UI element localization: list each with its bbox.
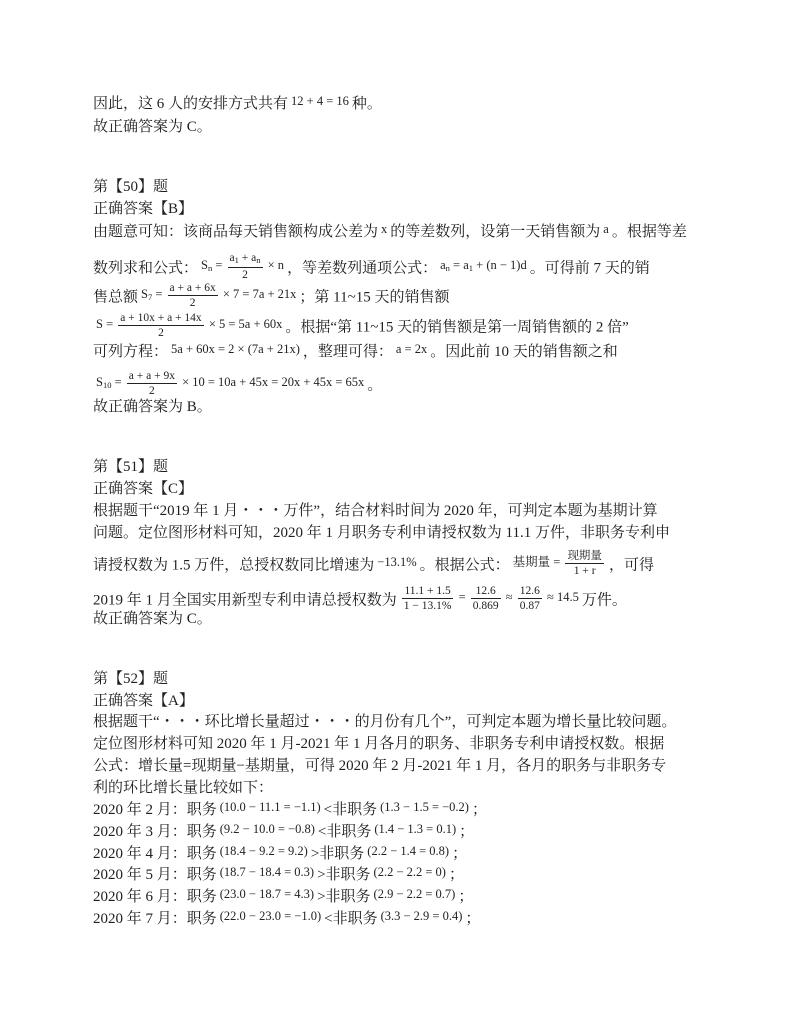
formula	[396, 342, 427, 356]
question-number: 第【52】题	[93, 671, 169, 687]
math-text: 2	[158, 327, 164, 339]
math-text: (18.7 − 18.4 = 0.3)	[219, 865, 315, 879]
text-run: ；	[448, 867, 464, 883]
formula	[220, 865, 314, 879]
math-text: 1 − 13.1%	[403, 600, 452, 612]
math-text: 11.1 + 1.5	[404, 585, 451, 597]
math-text: 5a + 60x = 2 × (7a + 21x)	[171, 342, 300, 356]
text-run: 。可得前 7 天的销	[529, 260, 650, 277]
explanation-line	[93, 821, 474, 843]
explanation-line	[93, 799, 487, 821]
fraction-denominator	[518, 599, 542, 612]
text-run: 因此，这 6 人的安排方式共有	[93, 96, 289, 112]
text-run: >非职务	[317, 867, 371, 883]
math-text: 1 + r	[573, 565, 596, 577]
math-text: 现期量	[567, 550, 602, 562]
math-text: S =	[96, 317, 117, 332]
text-run: 的等差数列，设第一天销售额为	[390, 224, 601, 240]
math-text: (2.2 − 1.4 = 0.8)	[367, 844, 450, 858]
text-run: 2020 年 2 月：职务	[93, 802, 217, 818]
text-run: ；第 11~15 天的销售额	[299, 289, 450, 306]
math-text: 2	[148, 385, 155, 397]
formula	[201, 252, 285, 281]
math-text: × 7 = 7a + 21x	[219, 287, 297, 302]
formula	[171, 342, 300, 356]
math-text: =	[455, 590, 469, 605]
text-run: >非职务	[317, 889, 371, 905]
subscript: 7	[147, 292, 153, 303]
math-text: 基期量 =	[512, 555, 564, 570]
text-run: ；	[459, 824, 475, 840]
explanation-line	[93, 252, 650, 281]
explanation-line	[93, 550, 654, 577]
explanation-line	[93, 777, 273, 799]
explanation-line	[93, 282, 450, 309]
math-text: 12.6	[519, 585, 540, 597]
formula	[381, 909, 463, 923]
fraction-numerator	[127, 370, 177, 384]
math-text: (23.0 − 18.7 = 4.3)	[219, 887, 315, 901]
formula	[440, 258, 527, 272]
correct-answer: 正确答案【C】	[93, 481, 194, 497]
fraction	[518, 585, 542, 612]
explanation-line	[93, 711, 676, 733]
subscript: 10	[102, 380, 112, 391]
math-text: 2	[189, 297, 196, 309]
explanation-line	[93, 312, 629, 339]
text-run: 可列方程：	[93, 344, 169, 360]
fraction	[565, 550, 604, 577]
math-text: + (n − 1)d	[473, 258, 527, 273]
text-run: ，等差数列通项公式：	[287, 260, 438, 277]
text-run: ；	[452, 846, 468, 862]
text-run: 问题。定位图形材料可知，2020 年 1 月职务专利申请授权数为 11.1 万件，非职务专利申	[93, 525, 670, 541]
math-text: =	[152, 287, 166, 302]
formula	[400, 585, 579, 612]
math-text: 0.87	[519, 600, 540, 612]
symbol-base: S	[96, 375, 103, 390]
math-symbol	[440, 258, 450, 272]
math-text: a + a + 6x	[169, 282, 216, 294]
text-run: 2020 年 4 月：职务	[93, 846, 217, 862]
text-run: ；	[458, 889, 474, 905]
text-run: 2020 年 6 月：职务	[93, 889, 217, 905]
explanation-line	[93, 370, 383, 397]
formula	[380, 800, 469, 814]
fraction	[168, 282, 218, 309]
math-text: × n	[264, 258, 285, 273]
math-symbol	[230, 252, 239, 264]
math-text: x	[381, 222, 388, 236]
math-text: 12.6	[475, 585, 496, 597]
math-text: 2	[242, 269, 248, 281]
text-run: 2020 年 7 月：职务	[93, 911, 217, 927]
text-run: 故正确答案为 C。	[93, 611, 212, 627]
math-text: =	[212, 258, 226, 273]
symbol-base: a	[229, 252, 235, 264]
explanation-line	[93, 396, 212, 418]
math-symbol	[251, 252, 260, 264]
formula	[220, 909, 321, 923]
fraction	[118, 312, 203, 339]
explanation-line	[93, 608, 212, 630]
text-run: 定位图形材料可知 2020 年 1 月-2021 年 1 月各月的职务、非职务专利申请授权数。根据	[93, 736, 665, 752]
math-text: × 5 = 5a + 60x	[205, 317, 283, 332]
fraction-numerator	[471, 585, 501, 599]
math-text: =	[449, 258, 464, 273]
subscript: 1	[468, 263, 474, 274]
math-text: ≈	[502, 590, 516, 605]
math-text: × 10 = 10a + 45x = 20x + 45x = 65x	[178, 375, 365, 390]
explanation-line	[93, 522, 670, 544]
fraction-numerator	[565, 550, 604, 564]
math-text: (1.4 − 1.3 = 0.1)	[374, 822, 457, 836]
fraction-denominator	[565, 564, 604, 577]
text-run: 利的环比增长量比较如下：	[93, 780, 274, 796]
math-text: ≈ 14.5	[543, 590, 579, 605]
text-run: 万件。	[581, 592, 627, 609]
subscript: 1	[234, 255, 239, 265]
fraction	[228, 252, 263, 281]
text-run: 。根据等差	[611, 224, 687, 240]
math-text: (18.4 − 9.2 = 9.2)	[219, 844, 308, 858]
fraction	[402, 585, 454, 612]
text-run: <非职务	[324, 911, 378, 927]
text-run: 2020 年 3 月：职务	[93, 824, 217, 840]
symbol-base: S	[141, 287, 148, 302]
text-run: 数列求和公式：	[93, 260, 199, 277]
formula	[374, 887, 456, 901]
explanation-line	[93, 843, 467, 865]
subscript: n	[445, 263, 450, 274]
correct-answer: 正确答案【A】	[93, 693, 194, 709]
explanation-line	[93, 733, 664, 755]
text-run: 。因此前 10 天的销售额之和	[430, 344, 618, 360]
explanation-line	[93, 116, 212, 138]
fraction-denominator	[471, 599, 501, 612]
text-run: ；	[465, 911, 481, 927]
explanation-line	[93, 585, 627, 612]
formula	[291, 94, 349, 108]
formula	[141, 282, 297, 309]
fraction-denominator	[168, 296, 218, 309]
fraction-denominator	[118, 326, 203, 339]
math-text: 0.869	[472, 600, 499, 612]
subscript: n	[256, 255, 261, 265]
math-text: a + a + 9x	[128, 370, 175, 382]
text-run: 请授权数为 1.5 万件，总授权数同比增速为	[93, 557, 375, 574]
math-symbol	[96, 375, 111, 389]
text-run: 2019 年 1 月全国实用新型专利申请总授权数为	[93, 592, 397, 609]
math-symbol	[463, 258, 473, 272]
math-text: a + 10x + a + 14x	[120, 312, 202, 324]
fraction-numerator	[402, 585, 454, 599]
text-run: 。根据公式：	[419, 557, 510, 574]
fraction-numerator	[168, 282, 218, 296]
text-run: >非职务	[310, 846, 365, 862]
formula	[367, 844, 449, 858]
fraction	[127, 370, 177, 397]
formula	[512, 550, 606, 577]
text-run: 种。	[351, 96, 382, 112]
math-text: (2.2 − 2.2 = 0)	[373, 865, 446, 879]
formula	[220, 887, 314, 901]
symbol-base: a	[440, 258, 446, 273]
fraction	[471, 585, 501, 612]
formula	[220, 822, 315, 836]
explanation-line	[93, 886, 473, 908]
math-text: (2.9 − 2.2 = 0.7)	[373, 887, 456, 901]
text-run: ；	[471, 802, 487, 818]
explanation-line	[93, 755, 666, 777]
text-run: <非职务	[323, 802, 378, 818]
math-text: a = 2x	[395, 342, 428, 356]
formula	[374, 822, 456, 836]
text-run: <非职务	[317, 824, 372, 840]
formula	[381, 222, 387, 236]
formula	[220, 800, 321, 814]
math-text: (22.0 − 23.0 = −1.0)	[219, 909, 322, 923]
math-text: (3.3 − 2.9 = 0.4)	[380, 909, 463, 923]
formula	[374, 865, 446, 879]
formula	[377, 555, 416, 569]
symbol-base: a	[463, 258, 469, 273]
math-text: 12 + 4 = 16	[291, 94, 349, 108]
text-run: 故正确答案为 B。	[93, 399, 212, 415]
symbol-base: S	[201, 258, 208, 273]
math-text: (9.2 − 10.0 = −0.8)	[219, 822, 315, 836]
text-run: 根据题干“・・・环比增长量超过・・・的月份有几个”，可判定本题为增长量比较问题。	[93, 714, 677, 730]
explanation-line	[93, 500, 658, 522]
text-run: ，可得	[608, 557, 654, 574]
math-text: (10.0 − 11.1 = −1.1)	[219, 800, 321, 814]
fraction-numerator	[228, 252, 263, 268]
question-number: 第【50】题	[93, 179, 169, 195]
subscript: n	[207, 263, 213, 274]
text-run: 公式：增长量=现期量−基期量，可得 2020 年 2 月-2021 年 1 月，各月的职务与非职务专	[93, 758, 667, 774]
text-run: 由题意可知：该商品每天销售额构成公差为	[93, 224, 379, 240]
fraction-denominator	[402, 599, 454, 612]
math-symbol	[141, 287, 152, 301]
explanation-line	[93, 341, 618, 363]
text-run: 根据题干“2019 年 1 月・・・万件”，结合材料时间为 2020 年，可判定本题为基期计算	[93, 503, 658, 519]
text-run: 2020 年 5 月：职务	[93, 867, 217, 883]
math-text: a	[603, 222, 609, 236]
math-text: (1.3 − 1.5 = −0.2)	[380, 800, 469, 814]
fraction-numerator	[518, 585, 542, 599]
explanation-line	[93, 221, 687, 243]
text-run: ，整理可得：	[302, 344, 393, 360]
explanation-line	[93, 93, 382, 115]
text-run: 故正确答案为 C。	[93, 119, 212, 135]
text-run: 售总额	[93, 289, 139, 306]
text-run: 。根据“第 11~15 天的销售额是第一周销售额的 2 倍”	[285, 319, 629, 336]
formula	[603, 222, 609, 236]
explanation-line	[93, 864, 464, 886]
math-text: =	[111, 375, 125, 390]
formula	[96, 370, 365, 397]
fraction-numerator	[118, 312, 203, 326]
fraction-denominator	[228, 268, 263, 281]
formula	[96, 312, 283, 339]
text-run: 。	[367, 377, 383, 394]
math-text: +	[238, 252, 252, 264]
correct-answer: 正确答案【B】	[93, 201, 194, 217]
math-symbol	[201, 258, 212, 272]
symbol-base: a	[251, 252, 257, 264]
formula	[220, 844, 308, 858]
math-text: −13.1%	[377, 555, 417, 570]
question-number: 第【51】题	[93, 459, 169, 475]
explanation-line	[93, 908, 480, 930]
